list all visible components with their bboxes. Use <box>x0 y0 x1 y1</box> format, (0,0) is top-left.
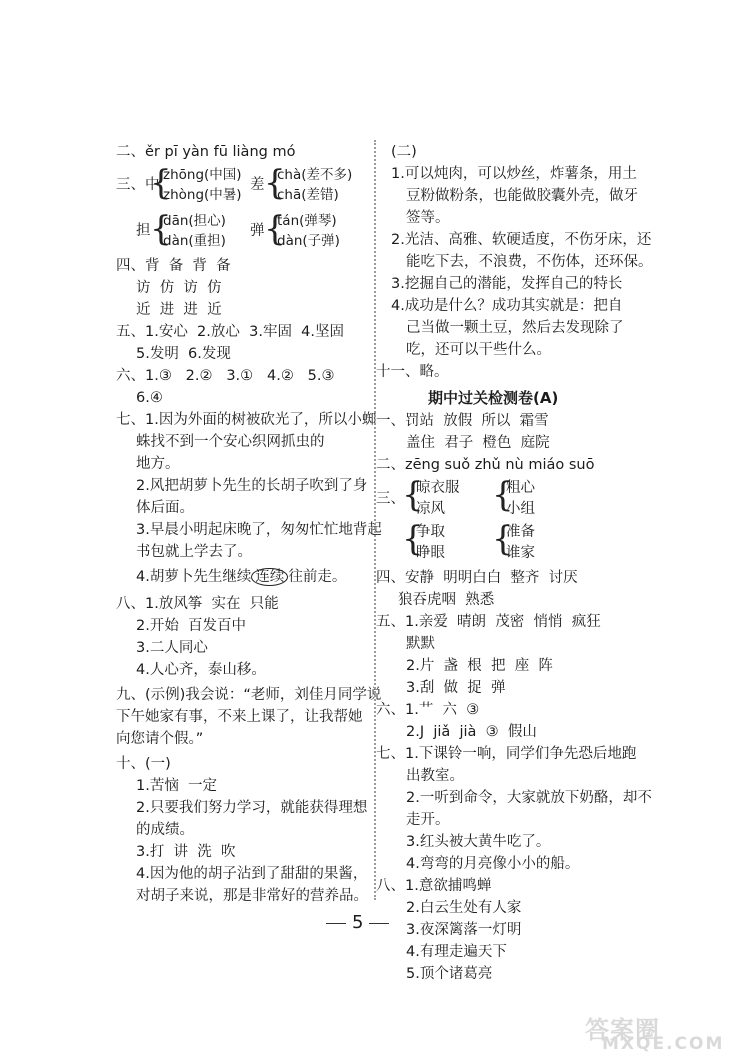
line: 盖住 君子 橙色 庭院 <box>406 435 550 451</box>
line: 2.片 盏 根 把 座 阵 <box>406 658 553 674</box>
line: chā(差错) <box>277 187 339 203</box>
page-number <box>320 912 395 933</box>
line: 5.发明 6.发现 <box>136 346 231 362</box>
line: tán(弹琴) <box>277 213 337 229</box>
line: 4.人心齐，泰山移。 <box>136 662 266 678</box>
line: 能吃下去，不浪费，不伤体，还环保。 <box>406 254 653 270</box>
line: 二、ěr pī yàn fū liàng mó <box>116 144 296 160</box>
line: 四、安静 明明白白 整齐 讨厌 <box>376 570 578 586</box>
line: zhōng(中国) <box>163 167 242 183</box>
line: 签等。 <box>406 210 450 226</box>
line: 2.光洁、高雅、软硬适度，不伤牙床，还 <box>391 232 652 248</box>
line: 三、中 <box>116 177 160 193</box>
line: 五、1.亲爱 晴朗 茂密 悄悄 疯狂 <box>376 614 601 630</box>
line: 睁眼 <box>416 545 445 561</box>
brace-icon: { <box>150 163 172 203</box>
line: 出教室。 <box>406 768 464 784</box>
line: 准备 <box>506 524 535 540</box>
line: 差 <box>250 177 265 193</box>
line: 七、1.因为外面的树被砍光了，所以小蜘 <box>116 412 377 428</box>
line: 的成绩。 <box>136 822 194 838</box>
line: 四、背 备 背 备 <box>116 258 231 274</box>
line: 争取 <box>416 524 445 540</box>
line: 豆粉做粉条，也能做胶囊外壳，做牙 <box>406 188 638 204</box>
line: 访 仿 访 仿 <box>136 280 222 296</box>
line: 4.因为他的胡子沾到了甜甜的果酱， <box>136 866 368 882</box>
line: 十一、略。 <box>376 364 449 380</box>
brace-icon: { <box>492 475 514 515</box>
line: 1.可以炖肉，可以炒丝，炸薯条，用土 <box>391 166 637 182</box>
line: 凉风 <box>416 501 445 517</box>
line-part: 往前走。 <box>288 569 347 585</box>
line: 2.开始 百发百中 <box>136 618 247 634</box>
line: zhòng(中暑) <box>163 187 242 203</box>
line: 默默 <box>406 636 435 652</box>
line: 对胡子来说，那是非常好的营养品。 <box>136 888 368 904</box>
line: 3.刮 做 捉 弹 <box>406 680 506 696</box>
line: 吃，还可以干些什么。 <box>406 342 551 358</box>
line-part: 4.胡萝卜先生继续 <box>136 569 252 585</box>
brace-icon: { <box>150 209 172 249</box>
line: 2.J jiǎ jià ③ 假山 <box>406 724 537 740</box>
line: 6.④ <box>136 390 163 406</box>
line: 走开。 <box>406 812 450 828</box>
line: 3.红头被大黄牛吃了。 <box>406 834 551 850</box>
line: 己当做一颗土豆，然后去发现除了 <box>406 320 624 336</box>
brace-icon: { <box>402 519 424 559</box>
watermark-url: MXQE.COM <box>602 1034 725 1054</box>
line: 1.苦恼 一定 <box>136 778 218 794</box>
line: 粗心 <box>506 480 535 496</box>
line: 2.一听到命令，大家就放下奶酪，却不 <box>406 790 652 806</box>
brace-icon: { <box>264 209 286 249</box>
line: 4.有理走遍天下 <box>406 944 507 960</box>
line: 5.顶个诸葛亮 <box>406 966 493 982</box>
line: 六、1.③ 2.② 3.① 4.② 5.③ <box>116 368 335 384</box>
line: dān(担心) <box>163 213 226 229</box>
line: (二) <box>391 144 417 160</box>
line: 二、zēng suǒ zhǔ nù miáo suō <box>376 457 595 473</box>
line: 蛛找不到一个安心织网抓虫的 <box>136 434 325 450</box>
line: 十、(一) <box>116 756 171 772</box>
line: 2.白云生处有人家 <box>406 900 522 916</box>
column-divider <box>374 140 376 900</box>
line: 八、1.放风筝 实在 只能 <box>116 596 279 612</box>
line: dàn(重担) <box>163 233 226 249</box>
page-number-value: 5 <box>352 912 364 933</box>
line: 担 <box>136 223 151 239</box>
line: 狼吞虎咽 熟悉 <box>398 592 495 608</box>
line: 下午她家有事，不来上课了，让我帮她 <box>116 709 363 725</box>
circled-word: 连续 <box>251 568 288 586</box>
line: dàn(子弹) <box>277 233 340 249</box>
section-title: 期中过关检测卷(A) <box>428 389 559 407</box>
line: chà(差不多) <box>277 167 353 183</box>
brace-icon: { <box>492 519 514 559</box>
line: 3.二人同心 <box>136 640 208 656</box>
line: 书包就上学去了。 <box>136 544 252 560</box>
brace-icon: { <box>264 163 286 203</box>
line: 3.早晨小明起床晚了，匆匆忙忙地背起 <box>136 522 382 538</box>
line: 八、1.意欲捕鸣蝉 <box>376 878 492 894</box>
line: 2.风把胡萝卜先生的长胡子吹到了身 <box>136 478 368 494</box>
brace-icon: { <box>402 475 424 515</box>
line: 一、罚站 放假 所以 霜雪 <box>376 413 549 429</box>
line: 谁家 <box>506 545 535 561</box>
line: 弹 <box>250 223 265 239</box>
line: 2.只要我们努力学习，就能获得理想 <box>136 800 368 816</box>
line: 4.弯弯的月亮像小小的船。 <box>406 856 580 872</box>
line: 小组 <box>506 501 535 517</box>
line: 体后面。 <box>136 500 194 516</box>
line: 3.夜深篱落一灯明 <box>406 922 522 938</box>
line: 近 进 进 近 <box>136 302 222 318</box>
line: 晾衣服 <box>416 480 460 496</box>
watermark-logo: 答案圈 <box>585 1016 660 1044</box>
line: 七、1.下课铃一响，同学们争先恐后地跑 <box>376 746 637 762</box>
line <box>136 568 346 586</box>
line: 向您请个假。” <box>116 731 204 747</box>
line: 三、 <box>376 491 405 507</box>
line: 五、1.安心 2.放心 3.牢固 4.坚固 <box>116 324 344 340</box>
line: 六、1.艹 六 ③ <box>376 702 480 718</box>
line: 九、(示例)我会说：“老师，刘佳月同学说 <box>116 687 382 703</box>
line: 3.打 讲 洗 吹 <box>136 844 236 860</box>
line: 地方。 <box>136 456 180 472</box>
line: 4.成功是什么？成功其实就是：把自 <box>391 298 623 314</box>
line: 3.挖掘自己的潜能，发挥自己的特长 <box>391 276 623 292</box>
